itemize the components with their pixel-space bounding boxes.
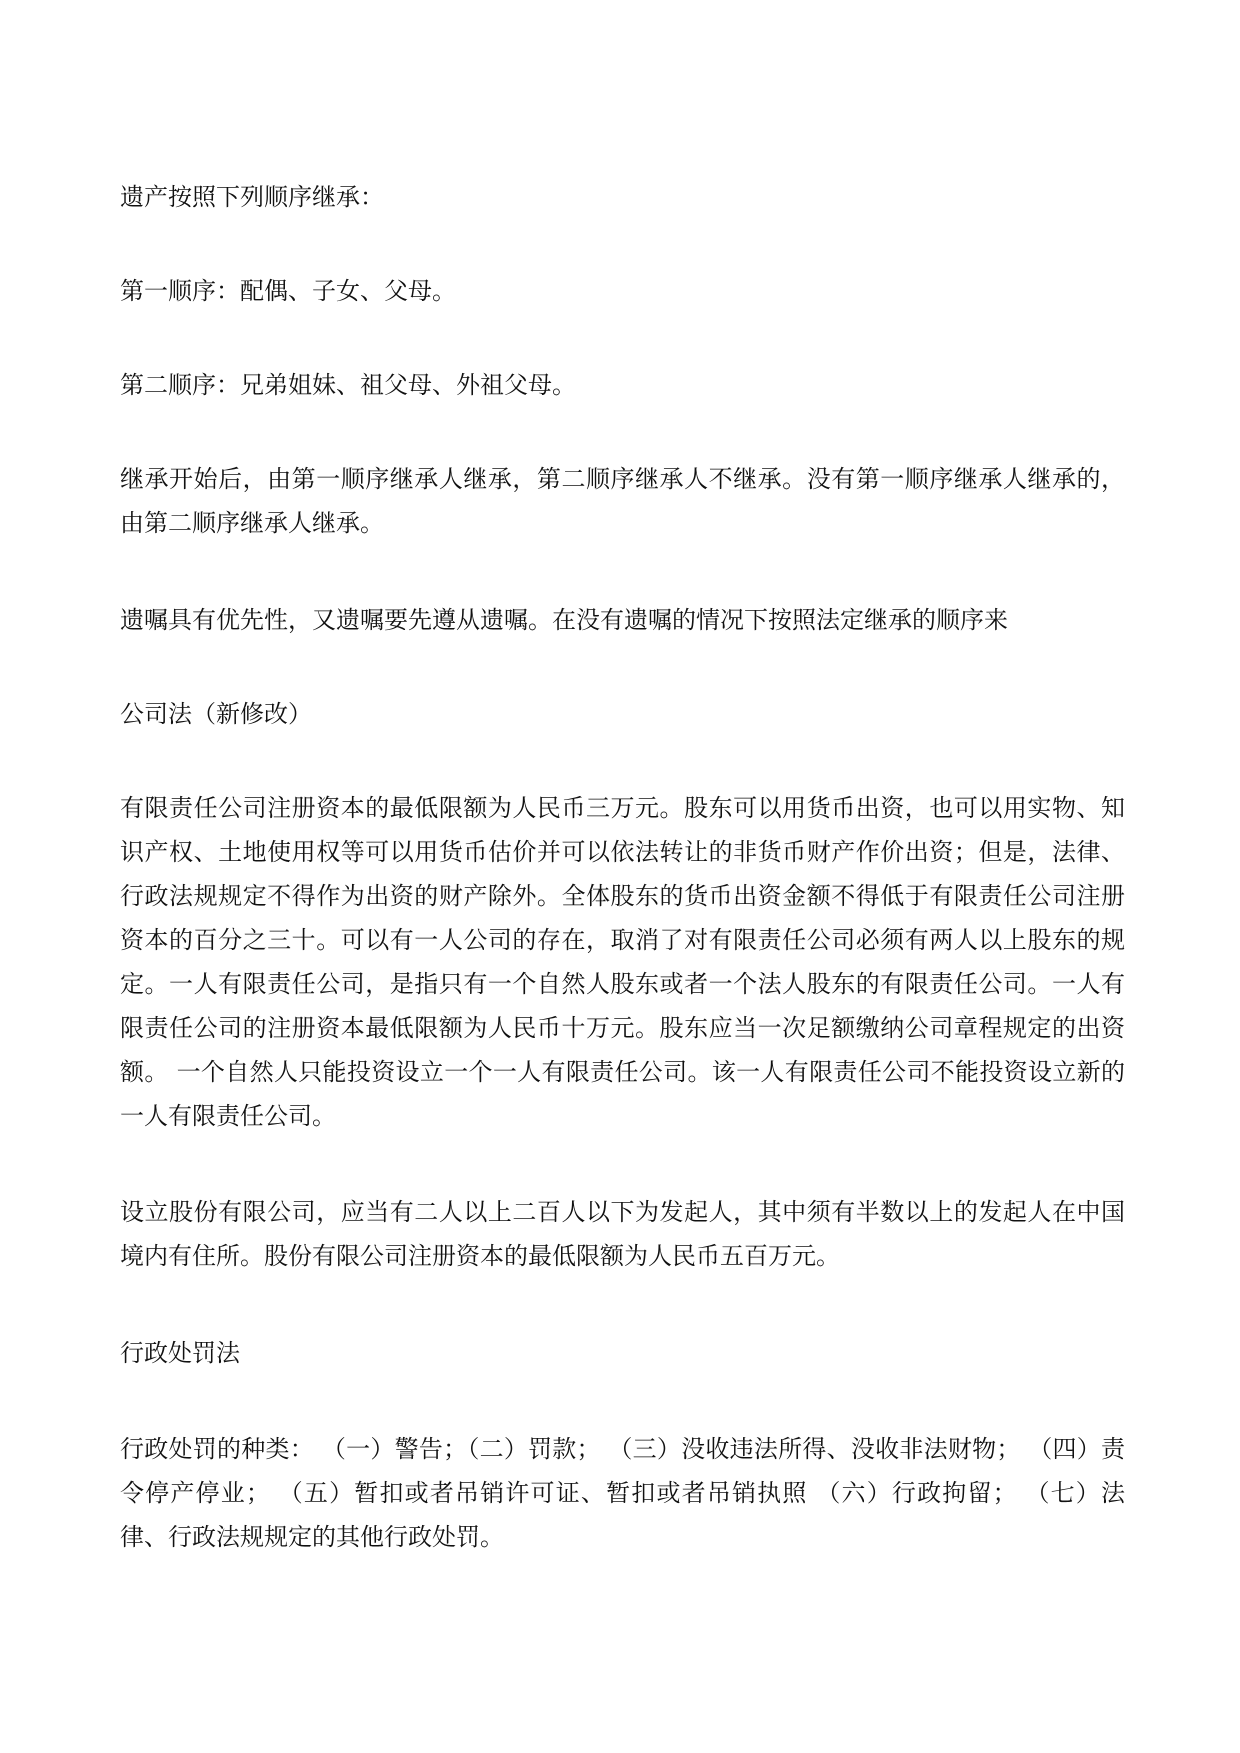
paragraph-inheritance-order-intro: 遗产按照下列顺序继承： <box>120 183 384 211</box>
paragraph-penalty-types: 行政处罚的种类： （一）警告；（二）罚款； （三）没收违法所得、没收非法财物； （四）责令停产停业； （五）暂扣或者吊销许可证、暂扣或者吊销执照 （六）行政拘留； （七）法律、行政法规规定的其他行政处罚。 <box>120 1435 1125 1551</box>
paragraph-llc-capital: 有限责任公司注册资本的最低限额为人民币三万元。股东可以用货币出资，也可以用实物、知识产权、土地使用权等可以用货币估价并可以依法转让的非货币财产作价出资；但是，法律、行政法规规定不得作为出资的财产除外。全体股东的货币出资金额不得低于有限责任公司注册资本的百分之三十。可以有一人公司的存在，取消了对有限责任公司必须有两人以上股东的规定。一人有限责任公司，是指只有一个自然人股东或者一个法人股东的有限责任公司。一人有限责任公司的注册资本最低限额为人民币十万元。股东应当一次足额缴纳公司章程规定的出资额。 一个自然人只能投资设立一个一人有限责任公司。该一人有限责任公司不能投资设立新的一人有限责任公司。 <box>120 794 1125 1130</box>
paragraph-inheritance-rule: 继承开始后，由第一顺序继承人继承，第二顺序继承人不继承。没有第一顺序继承人继承的，由第二顺序继承人继承。 <box>120 465 1125 537</box>
paragraph-joint-stock-company: 设立股份有限公司，应当有二人以上二百人以下为发起人，其中须有半数以上的发起人在中国境内有住所。股份有限公司注册资本的最低限额为人民币五百万元。 <box>120 1198 1125 1270</box>
paragraph-will-priority: 遗嘱具有优先性，又遗嘱要先遵从遗嘱。在没有遗嘱的情况下按照法定继承的顺序来 <box>120 606 1008 634</box>
paragraph-second-order: 第二顺序：兄弟姐妹、祖父母、外祖父母。 <box>120 371 576 399</box>
heading-administrative-penalty-law: 行政处罚法 <box>120 1339 240 1367</box>
heading-company-law: 公司法（新修改） <box>120 700 312 728</box>
paragraph-first-order: 第一顺序：配偶、子女、父母。 <box>120 277 456 305</box>
document-body <box>120 175 1125 1559</box>
